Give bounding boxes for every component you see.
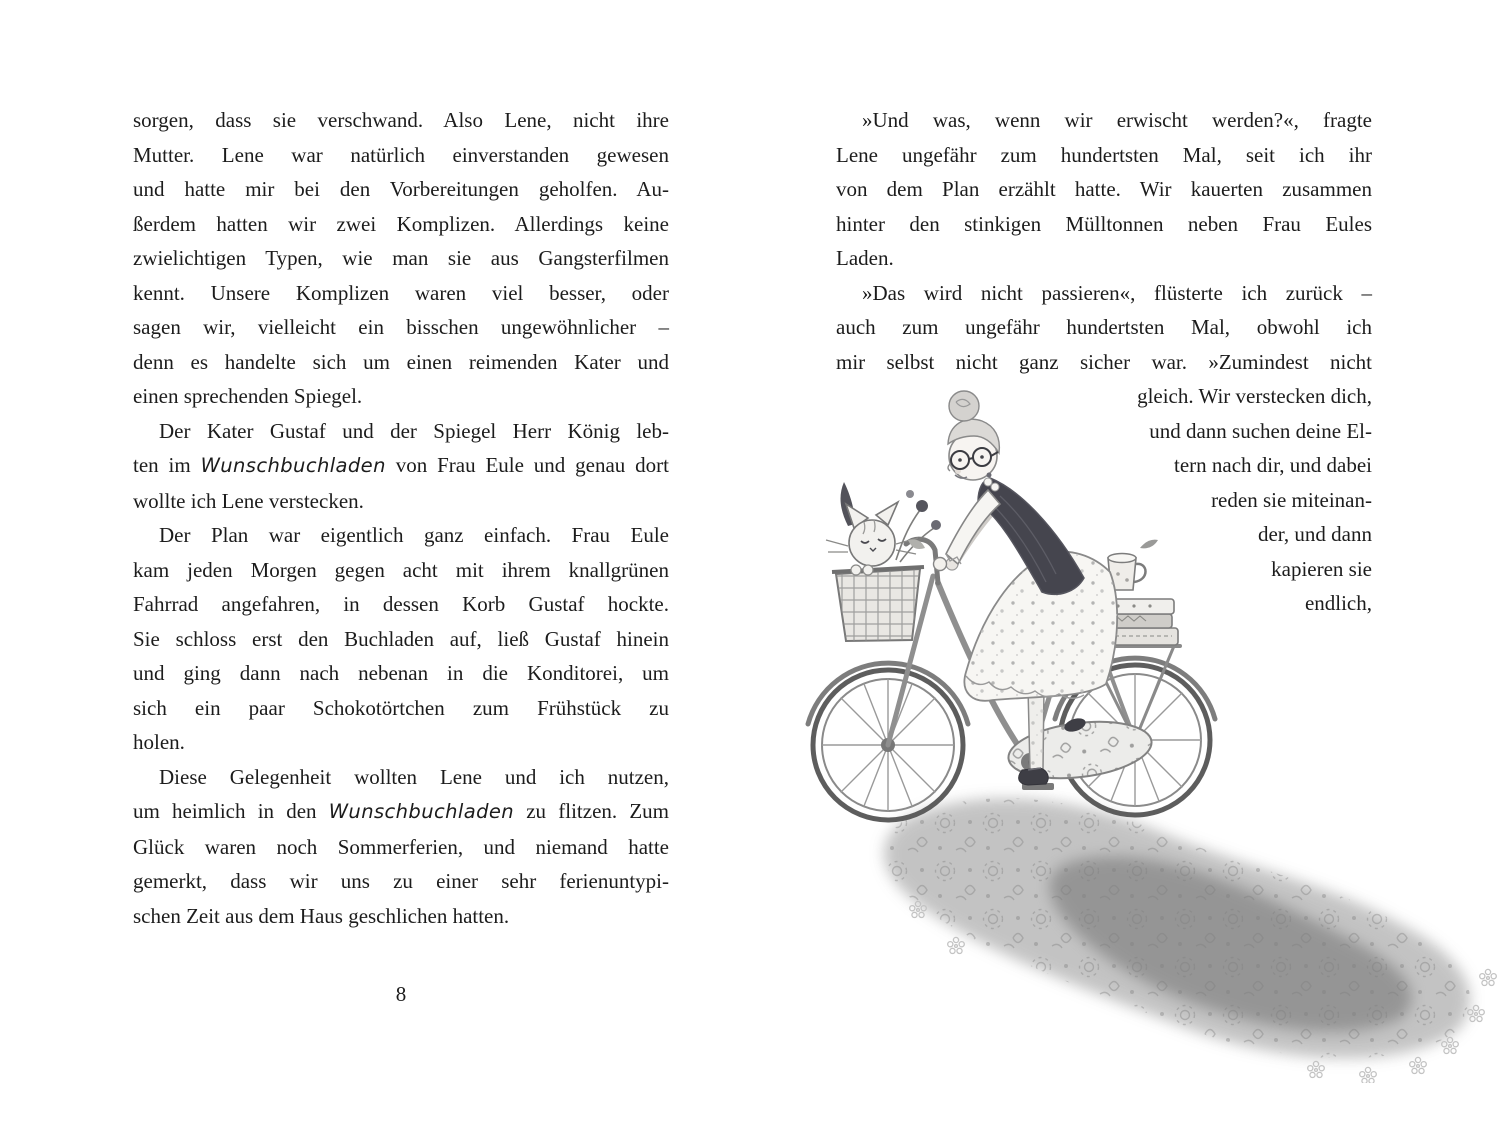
text-line: Glück waren noch Sommerferien, und niemand hatte — [133, 834, 669, 859]
text-line: Der Plan war eigentlich ganz einfach. Frau Eule — [159, 523, 669, 547]
text-line: kennt. Unsere Komplizen waren viel besser, oder — [133, 280, 669, 305]
text-line: »Und was, wenn wir erwischt werden?«, fragte — [862, 108, 1372, 132]
text-line: wollte ich Lene verstecken. — [133, 488, 364, 513]
text-line: endlich, — [1304, 591, 1372, 615]
text-line: Diese Gelegenheit wollten Lene und ich nutzen, — [159, 764, 669, 789]
text-line: Fahrrad angefahren, in dessen Korb Gustaf hockte. — [133, 592, 669, 616]
right-page-text — [836, 103, 1372, 621]
text-line: sich ein paar Schokotörtchen zum Frühstück zu — [133, 695, 669, 720]
text-line: Sie schloss erst den Buchladen auf, ließ Gustaf hinein — [133, 626, 669, 651]
text-line: »Das wird nicht passieren«, flüsterte ich zurück – — [862, 280, 1372, 305]
text-line: schen Zeit aus dem Haus geschlichen hatten. — [133, 903, 510, 928]
text-line: auch zum ungefähr hundertsten Mal, obwohl ich — [836, 315, 1372, 339]
left-page-text — [133, 103, 669, 933]
paragraph — [836, 103, 1372, 276]
text-line: ßerdem hatten wir zwei Komplizen. Allerdings keine — [133, 211, 669, 236]
text-line: hinter den stinkigen Mülltonnen neben Frau Eules — [836, 211, 1372, 236]
text-line: und hatte mir bei den Vorbereitungen geholfen. Au- — [133, 177, 669, 201]
text-line: Mutter. Lene war natürlich einverstanden gewesen — [133, 142, 669, 167]
text-line: Laden. — [836, 246, 894, 270]
shoe — [1019, 768, 1049, 785]
paragraph — [836, 379, 1372, 621]
text-line: von dem Plan erzählt hatte. Wir kauerten zusammen — [836, 177, 1372, 201]
paragraph — [836, 276, 1372, 380]
text-line: denn es handelte sich um einen reimenden Kater und — [133, 349, 669, 374]
text-line: tern nach dir, und dabei — [1173, 453, 1372, 477]
text-line: um heimlich in den Wunschbuchladen zu flitzen. Zum — [133, 799, 669, 823]
text-line: holen. — [133, 730, 185, 754]
text-line: Lene ungefähr zum hundertsten Mal, seit ich ihr — [836, 142, 1372, 167]
text-line: und dann suchen deine El- — [1149, 418, 1372, 443]
text-line: sorgen, dass sie verschwand. Also Lene, nicht ihre — [133, 108, 669, 132]
paragraph — [133, 518, 669, 760]
paragraph — [133, 760, 669, 934]
text-line: gleich. Wir verstecken dich, — [1137, 384, 1372, 408]
text-line: kam jeden Morgen gegen acht mit ihrem knallgrünen — [133, 557, 669, 582]
text-line: mir selbst nicht ganz sicher war. »Zumindest nicht — [836, 349, 1372, 374]
left-page — [133, 103, 669, 1012]
text-line: zwielichtigen Typen, wie man sie aus Gangsterfilmen — [133, 246, 669, 270]
text-line: gemerkt, dass wir uns zu einer sehr ferienuntypi- — [133, 869, 669, 893]
paragraph — [133, 103, 669, 414]
text-line: kapieren sie — [1271, 556, 1372, 581]
text-line: der, und dann — [1257, 522, 1372, 546]
text-line: Der Kater Gustaf und der Spiegel Herr König leb- — [159, 418, 669, 443]
text-line: reden sie miteinan- — [1211, 487, 1372, 512]
text-line: ten im Wunschbuchladen von Frau Eule und genau dort — [133, 453, 669, 477]
right-page — [836, 103, 1372, 621]
paragraph — [133, 414, 669, 519]
text-line: sagen wir, vielleicht ein bisschen ungewöhnlicher – — [133, 315, 669, 339]
page-number: 8 — [395, 982, 407, 1006]
text-line: und ging dann nach nebenan in die Konditorei, um — [133, 661, 669, 685]
text-line: einen sprechenden Spiegel. — [133, 384, 363, 408]
handlettered-word: Wunschbuchladen — [200, 454, 386, 477]
handlettered-word: Wunschbuchladen — [328, 800, 515, 823]
floral-shadow — [884, 798, 1496, 1083]
